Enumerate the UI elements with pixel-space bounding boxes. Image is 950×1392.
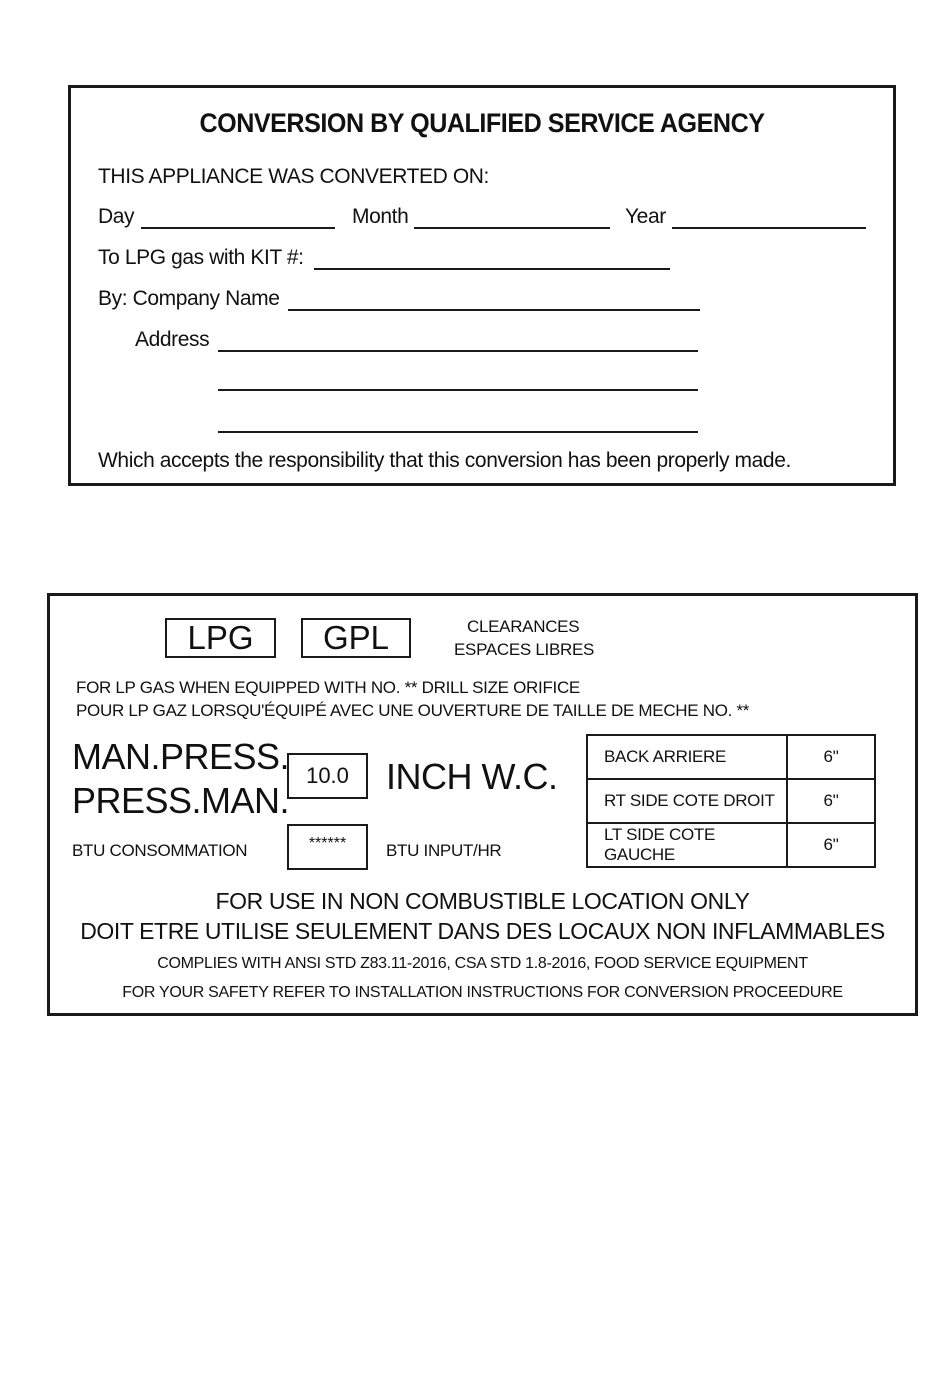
year-field-line[interactable]: [672, 227, 866, 229]
clearance-value: 6": [787, 779, 875, 823]
month-label: Month: [352, 205, 409, 228]
company-label: By: Company Name: [98, 287, 280, 310]
conversion-label-card: [68, 85, 896, 486]
address-field-line-3[interactable]: [218, 431, 698, 433]
btu-consommation-label: BTU CONSOMMATION: [72, 841, 248, 860]
address-field-line-2[interactable]: [218, 389, 698, 391]
responsibility-text: Which accepts the responsibility that this conversion has been properly made.: [98, 449, 791, 472]
clearances-heading-fr: ESPACES LIBRES: [454, 640, 595, 659]
kit-label: To LPG gas with KIT #:: [98, 246, 304, 269]
rating-plate-card: [47, 593, 918, 1016]
gpl-box: GPL: [301, 618, 411, 658]
kit-field-line[interactable]: [314, 268, 670, 270]
pressure-unit: INCH W.C.: [386, 756, 558, 797]
btu-value-box: ******: [287, 824, 368, 870]
orifice-text-fr: POUR LP GAZ LORSQU'ÉQUIPÉ AVEC UNE OUVERTURE DE TAILLE DE MECHE NO. **: [76, 701, 750, 720]
safety-text: FOR YOUR SAFETY REFER TO INSTALLATION INSTRUCTIONS FOR CONVERSION PROCEEDURE: [122, 984, 843, 1001]
month-field-line[interactable]: [414, 227, 610, 229]
compliance-text: COMPLIES WITH ANSI STD Z83.11-2016, CSA STD 1.8-2016, FOOD SERVICE EQUIPMENT: [157, 955, 808, 972]
table-row: [587, 779, 875, 823]
clearance-value: 6": [787, 823, 875, 867]
table-row: [587, 823, 875, 867]
year-label: Year: [625, 205, 666, 228]
pressure-value-box: 10.0: [287, 753, 368, 799]
address-field-line-1[interactable]: [218, 350, 698, 352]
clearance-label: RT SIDE COTE DROIT: [587, 779, 787, 823]
clearance-value: 6": [787, 735, 875, 779]
clearance-label: LT SIDE COTE GAUCHE: [587, 823, 787, 867]
converted-on-text: THIS APPLIANCE WAS CONVERTED ON:: [98, 165, 489, 188]
btu-input-label: BTU INPUT/HR: [386, 841, 502, 860]
man-press-fr: PRESS.MAN.: [72, 780, 290, 821]
day-field-line[interactable]: [141, 227, 335, 229]
conversion-title: CONVERSION BY QUALIFIED SERVICE AGENCY: [199, 108, 765, 138]
lpg-box: LPG: [165, 618, 276, 658]
use-location-fr: DOIT ETRE UTILISE SEULEMENT DANS DES LOCAUX NON INFLAMMABLES: [80, 918, 885, 944]
orifice-text-en: FOR LP GAS WHEN EQUIPPED WITH NO. ** DRILL SIZE ORIFICE: [76, 678, 580, 697]
address-label: Address: [135, 328, 210, 351]
clearances-heading-en: CLEARANCES: [467, 617, 580, 636]
man-press-en: MAN.PRESS.: [72, 736, 290, 777]
clearances-table: [586, 734, 876, 868]
table-row: [587, 735, 875, 779]
day-label: Day: [98, 205, 135, 228]
use-location-en: FOR USE IN NON COMBUSTIBLE LOCATION ONLY: [215, 888, 750, 914]
company-field-line[interactable]: [288, 309, 700, 311]
clearance-label: BACK ARRIERE: [587, 735, 787, 779]
